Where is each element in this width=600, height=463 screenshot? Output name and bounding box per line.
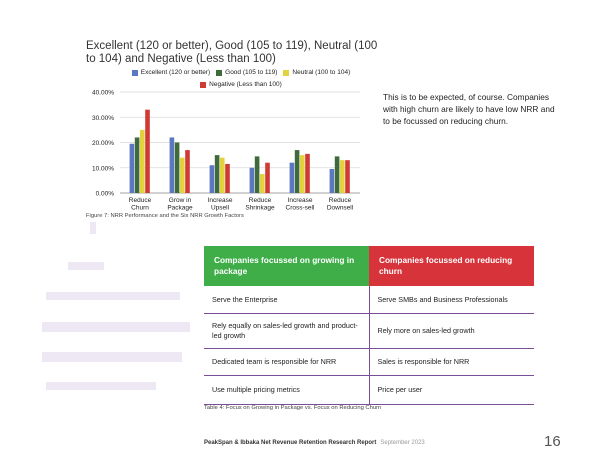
page-number: 16 bbox=[544, 433, 561, 450]
bar bbox=[220, 158, 225, 193]
x-tick-label: Reduce bbox=[328, 197, 352, 204]
legend-item bbox=[132, 68, 210, 78]
figure-caption: Figure 7: NRR Performance and the Six NRR Growth Factors bbox=[86, 213, 244, 219]
y-tick-label: 40.00% bbox=[91, 89, 114, 97]
table-cell: Rely equally on sales-led growth and product-led growth bbox=[204, 314, 369, 349]
legend-swatch bbox=[216, 70, 222, 76]
legend-item bbox=[283, 68, 350, 78]
y-tick-label: 30.00% bbox=[91, 114, 114, 122]
legend-item bbox=[216, 68, 277, 78]
table-row bbox=[204, 314, 534, 349]
bar bbox=[260, 174, 265, 193]
bar bbox=[300, 155, 305, 193]
comparison-table bbox=[204, 246, 534, 405]
x-tick-label: Upsell bbox=[210, 204, 230, 212]
table-header-reducing: Companies focussed on reducing churn bbox=[369, 246, 534, 286]
bar bbox=[215, 155, 220, 193]
legend-label: Negative (Less than 100) bbox=[209, 81, 282, 88]
table-row bbox=[204, 376, 534, 405]
footer-date: September 2023 bbox=[380, 440, 425, 446]
x-tick-label: Package bbox=[167, 204, 193, 212]
bar bbox=[180, 158, 185, 193]
y-tick-label: 0.00% bbox=[95, 190, 114, 198]
legend-label: Excellent (120 or better) bbox=[140, 69, 211, 76]
bar bbox=[295, 150, 300, 193]
legend-label: Good (105 to 119) bbox=[225, 69, 278, 76]
table-cell: Serve SMBs and Business Professionals bbox=[369, 286, 534, 314]
bar bbox=[305, 154, 310, 193]
bar bbox=[290, 163, 295, 193]
bar-chart bbox=[80, 86, 370, 214]
bar bbox=[130, 144, 135, 193]
bar bbox=[265, 163, 270, 193]
table-row bbox=[204, 349, 534, 376]
table-caption: Table 4: Focus on Growing in Package vs. Focus on Reducing Churn bbox=[204, 405, 382, 411]
chart-title: Excellent (120 or better), Good (105 to 119), Neutral (100 to 104) and Negative (Less than 100) bbox=[86, 40, 378, 65]
x-tick-label: Grow in bbox=[168, 197, 192, 204]
bar bbox=[185, 150, 190, 193]
page-footer bbox=[204, 440, 425, 446]
x-tick-label: Downsell bbox=[326, 204, 354, 212]
y-tick-label: 20.00% bbox=[91, 140, 114, 147]
bar bbox=[135, 137, 140, 193]
bar bbox=[145, 110, 150, 193]
table-row bbox=[204, 286, 534, 314]
table-cell: Serve the Enterprise bbox=[204, 286, 369, 314]
bar bbox=[255, 156, 260, 193]
y-tick-label: 10.00% bbox=[91, 165, 114, 173]
table-cell: Sales is responsible for NRR bbox=[369, 349, 534, 376]
x-tick-label: Reduce bbox=[128, 197, 152, 204]
bar bbox=[170, 137, 175, 193]
bar bbox=[345, 160, 350, 193]
x-tick-label: Cross-sell bbox=[285, 204, 315, 212]
bar bbox=[340, 160, 345, 193]
table-header-growing: Companies focussed on growing in package bbox=[204, 246, 369, 286]
legend-swatch bbox=[132, 70, 138, 76]
table-cell: Rely more on sales-led growth bbox=[369, 314, 534, 349]
x-tick-label: Churn bbox=[131, 204, 149, 212]
x-tick-label: Shrinkage bbox=[245, 204, 275, 212]
table-cell: Use multiple pricing metrics bbox=[204, 376, 369, 405]
bar bbox=[250, 168, 255, 193]
x-tick-label: Increase bbox=[287, 197, 313, 204]
bar bbox=[225, 164, 230, 193]
table-cell: Dedicated team is responsible for NRR bbox=[204, 349, 369, 376]
x-tick-label: Increase bbox=[207, 197, 233, 204]
bar bbox=[335, 156, 340, 193]
body-paragraph: This is to be expected, of course. Companies with high churn are likely to have low NRR and to be focussed on reducing churn. bbox=[383, 92, 555, 127]
table-cell: Price per user bbox=[369, 376, 534, 405]
bar bbox=[140, 130, 145, 193]
bar bbox=[210, 165, 215, 193]
legend-swatch bbox=[283, 70, 289, 76]
legend-label: Neutral (100 to 104) bbox=[292, 69, 351, 76]
bar bbox=[330, 169, 335, 193]
footer-report-title: PeakSpan & Ibbaka Net Revenue Retention Research Report bbox=[204, 440, 377, 446]
bar bbox=[175, 143, 180, 194]
x-tick-label: Reduce bbox=[248, 197, 272, 204]
